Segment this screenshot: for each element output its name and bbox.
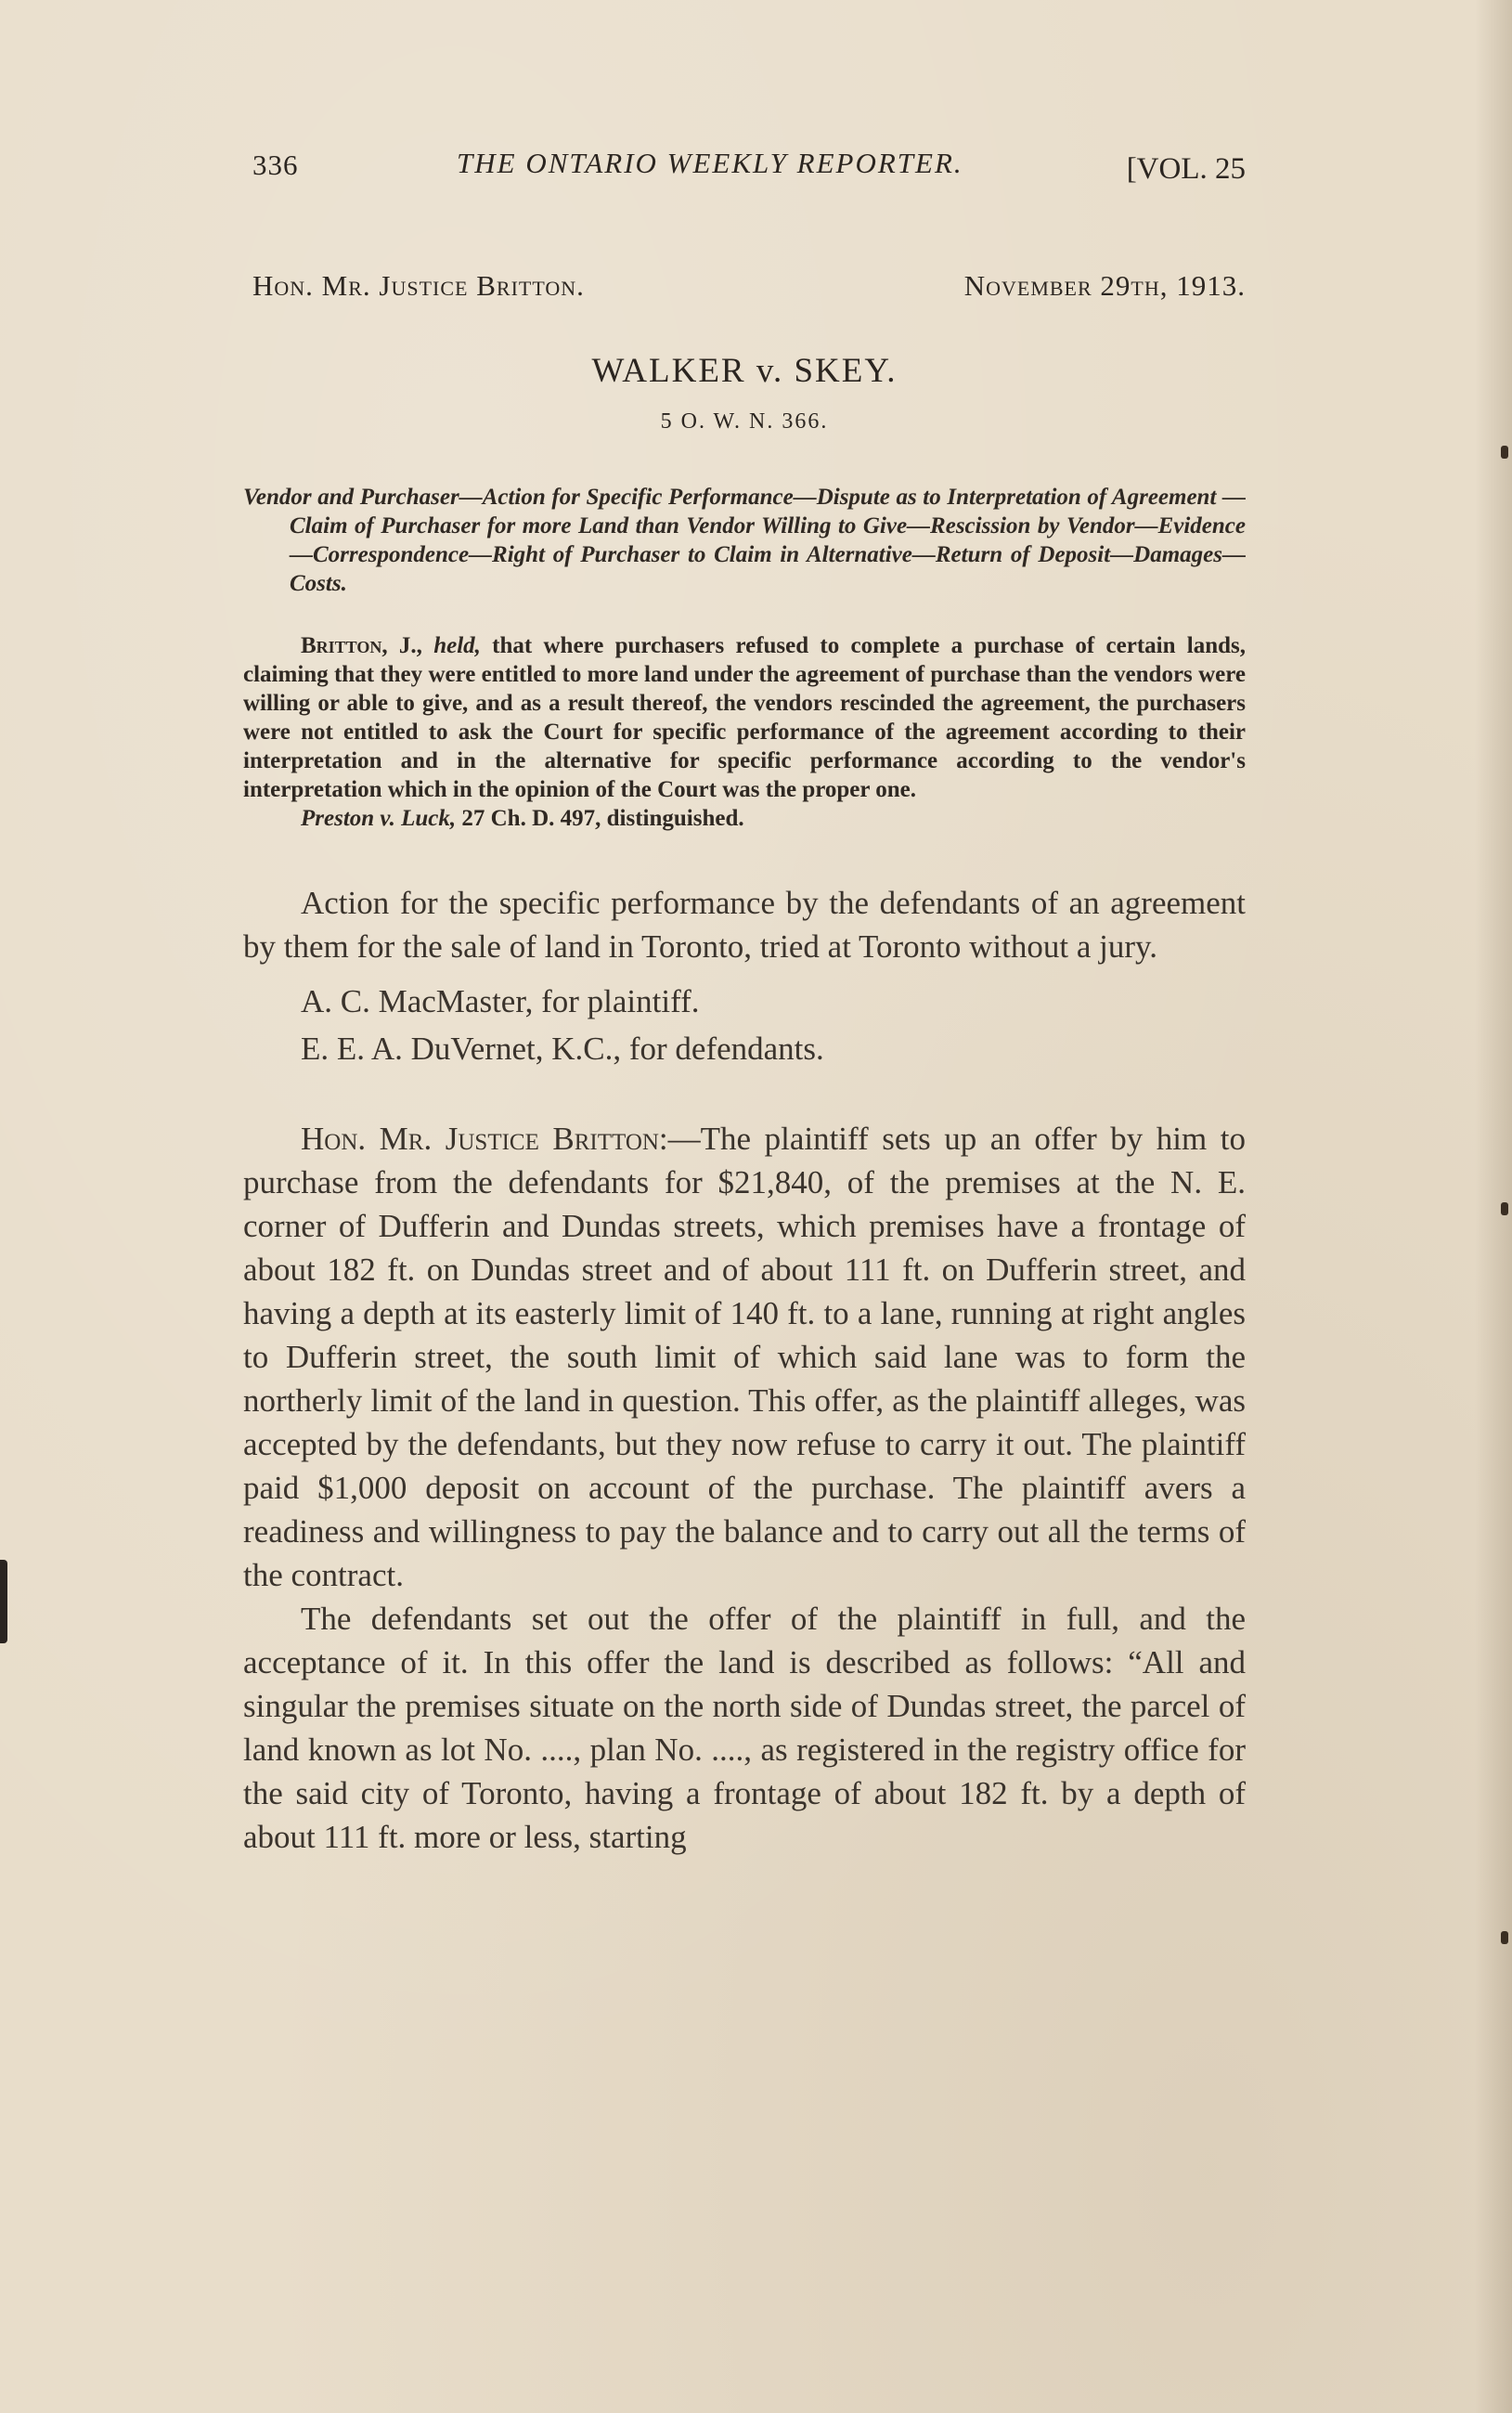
case-title: WALKER v. SKEY. [591,352,898,390]
running-header [243,139,1246,195]
binding-mark [0,1560,7,1643]
counsel-plaintiff: A. C. MacMaster, for plaintiff. [301,983,700,1019]
holding-held: held, [433,633,481,658]
journal-title: THE ONTARIO WEEKLY REPORTER. [457,147,963,179]
opinion-text-1: —The plaintiff sets up an offer by him to purchase from the defendants for $21,840, of the premises at the N. E. corner of Dufferin and Dundas streets, which premises have a frontage of about 182 ft. on Dundas street and of about 111 ft. on Dufferin street, and having a depth at its easterly limit of 140 ft. to a lane, running at right angles to Dufferin street, the south limit of which said lane was to form the northerly limit of the land in question. This offer, as the plaintiff alleges, was accepted by the defendants, but they now refuse to carry it out. The plaintiff paid $1,000 deposit on account of the purchase. The plaintiff avers a readiness and willingness to pay the balance and to carry out all the terms of the contract. [243,1121,1246,1593]
opinion-paragraph-1 [243,1117,1246,1597]
edge-mark [1501,1202,1508,1215]
counsel-defendants: E. E. A. DuVernet, K.C., for defendants. [301,1031,824,1067]
opinion-paragraph-2: The defendants set out the offer of the plaintiff in full, and the acceptance of it. In this offer the land is described as follows: “All and singular the premises situate on the north side of Dundas street, the parcel of land known as lot No. ...., plan No. ...., as registered in the registry office for the said city of Toronto, having a frontage of about 182 ft. by a depth of about 111 ft. more or less, starting [243,1601,1246,1855]
volume-label: [VOL. 25 [1126,152,1246,186]
edge-mark [1501,446,1508,459]
headnote: Vendor and Purchaser—Action for Specific Performance—Dispute as to Interpretation of Agreement — Claim of Purchaser for more Land than Vendor Willing to Give—Rescission by Vendor—Evidence—Correspondence—Right of Purchaser to Claim in Alternative—Return of Deposit—Damages—Costs. [243,485,1246,596]
distinguished-case-rest: 27 Ch. D. 497, distinguished. [461,806,744,831]
judgment-date: November 29th, 1913. [963,269,1246,302]
case-citation: 5 O. W. N. 366. [660,409,829,434]
edge-mark [1501,1931,1508,1944]
judgment-line [243,269,1246,316]
opinion-speaker: Hon. Mr. Justice Britton: [301,1121,668,1157]
judge-name: Hon. Mr. Justice Britton. [252,269,585,302]
holding-text: that where purchasers refused to complete a purchase of certain lands, claiming that they were entitled to more land under the agreement of purchase than the vendors were willing or able to give, and as a result thereof, the vendors rescinded the agreement, the purchasers were not entitled to ask the Court for specific performance of the agreement according to their interpretation and in the alternative for specific performance according to the vendor's interpretation which in the opinion of the Court was the proper one. [243,633,1247,802]
page-number: 336 [252,149,299,181]
intro-paragraph: Action for the specific performance by the defendants of an agreement by them for the sale of land in Toronto, tried at Toronto without a jury. [243,885,1246,965]
distinguished-case-name: Preston v. Luck, [301,806,457,831]
holding-paragraph [243,631,1246,804]
distinguished-case [243,804,1246,833]
page-content [243,139,1246,1859]
holding-judge: Britton, J., [301,633,422,658]
